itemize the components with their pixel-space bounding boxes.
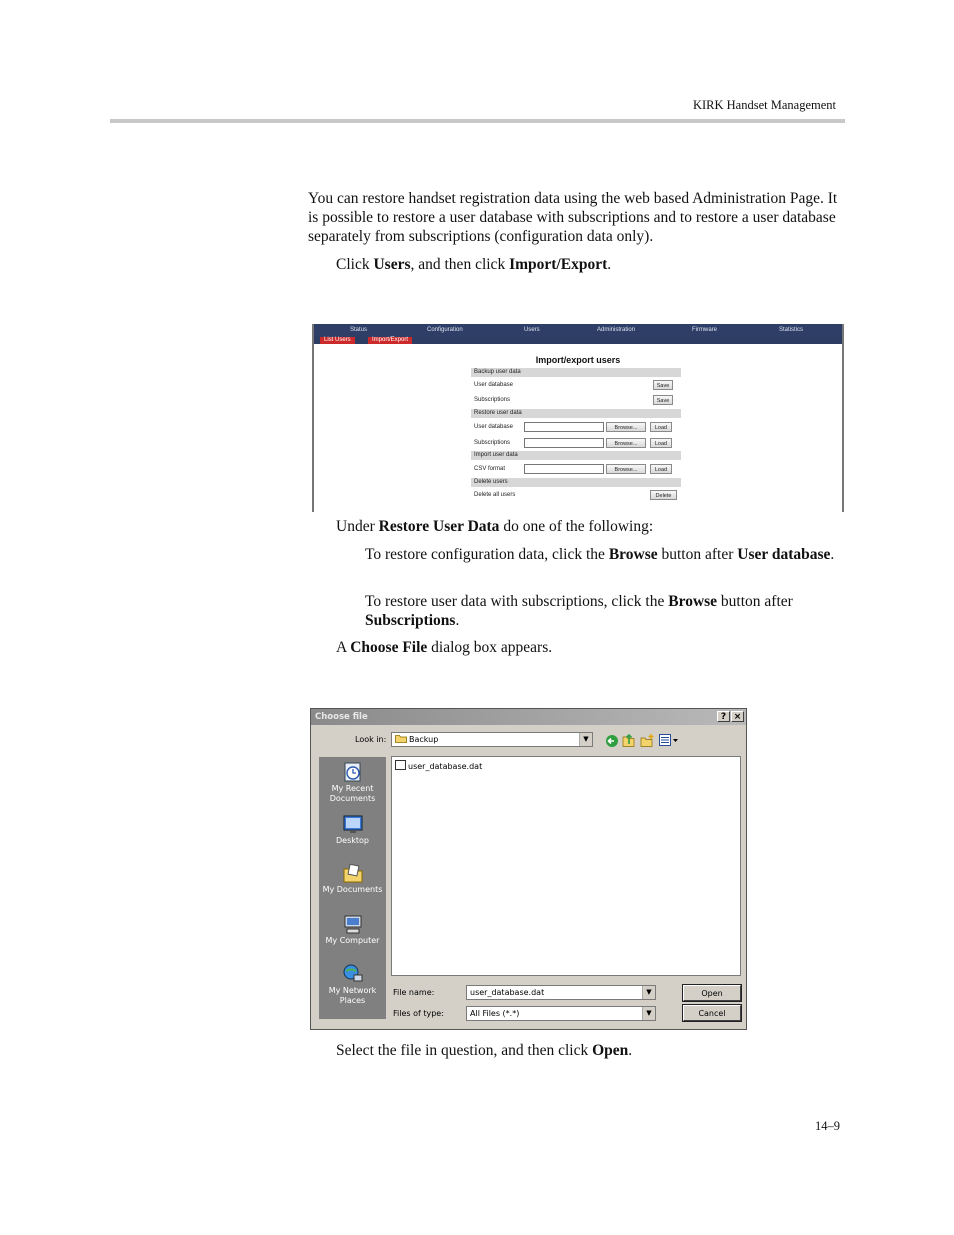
bullet-subscriptions [365, 592, 843, 630]
row-backup-user-database [471, 378, 681, 392]
my-computer-icon [342, 913, 364, 935]
bullet-bold-user-database: User database [737, 546, 831, 563]
bullet-text: button after [717, 593, 793, 610]
tab-statistics[interactable]: Statistics [779, 327, 804, 333]
place-label: My Recent Documents [329, 784, 376, 803]
bullet-text: . [455, 612, 460, 629]
chevron-down-icon[interactable]: ▼ [642, 986, 655, 999]
bullet-text: To restore configuration data, click the [365, 546, 609, 563]
chevron-down-icon[interactable]: ▼ [579, 733, 592, 746]
recent-documents-icon [342, 761, 364, 783]
dialog-title-bar [311, 709, 746, 725]
load-button[interactable]: Load [650, 464, 672, 474]
chevron-down-icon[interactable]: ▼ [642, 1007, 655, 1020]
row-label: Delete all users [474, 492, 516, 498]
file-name-label: File name: [393, 988, 435, 997]
tab-administration[interactable]: Administration [597, 327, 636, 333]
file-name-field[interactable] [466, 985, 656, 1000]
restore-subscriptions-input[interactable] [524, 438, 604, 448]
step-text: do one of the following: [499, 518, 654, 535]
bullet-text: button after [657, 546, 738, 563]
place-label: My Documents [322, 885, 383, 894]
place-my-documents[interactable] [319, 862, 386, 895]
step-bold-import-export: Import/Export [509, 256, 608, 273]
look-in-value: Backup [409, 735, 439, 744]
step-text: . [607, 256, 612, 273]
file-type-select[interactable] [466, 1006, 656, 1021]
step-bold-restore-user-data: Restore User Data [378, 518, 500, 535]
page-number: 14–9 [815, 1119, 840, 1133]
step-text: Click [336, 256, 374, 273]
step-text: Select the file in question, and then click [336, 1042, 593, 1059]
save-button[interactable]: Save [653, 380, 673, 390]
row-label: CSV format [474, 466, 506, 472]
file-name-value: user_database.dat [470, 988, 545, 997]
row-label: Subscriptions [474, 440, 511, 446]
place-label: My Network Places [328, 986, 377, 1005]
close-button[interactable]: × [731, 711, 744, 722]
place-desktop[interactable] [319, 813, 386, 846]
bullet-config-data [365, 545, 843, 564]
intro-paragraph: You can restore handset registration data using the web based Administration Page. It is possible to restore a user database with subscriptions and to restore a user database separately from subscriptions (configuration data only). [308, 190, 838, 245]
help-button[interactable]: ? [717, 711, 730, 722]
row-restore-subscriptions [471, 436, 681, 450]
step-dialog-appears [336, 638, 552, 657]
places-bar [319, 757, 386, 1019]
network-places-icon [342, 963, 364, 985]
save-button[interactable]: Save [653, 395, 673, 405]
tab-firmware[interactable]: Firmware [692, 327, 717, 333]
back-icon[interactable] [605, 734, 619, 748]
step-bold-choose-file: Choose File [350, 639, 428, 656]
bullet-bold-browse: Browse [668, 593, 718, 610]
admin-page-screenshot [312, 324, 844, 512]
header-rule [110, 119, 845, 123]
new-folder-icon[interactable] [640, 733, 655, 748]
running-header: KIRK Handset Management [692, 98, 836, 112]
up-folder-icon[interactable] [622, 733, 636, 748]
place-label: Desktop [336, 836, 369, 845]
file-item[interactable] [395, 760, 482, 772]
file-type-value: All Files (*.*) [470, 1009, 520, 1018]
csv-input[interactable] [524, 464, 604, 474]
row-csv-format [471, 462, 681, 476]
step-under-restore [336, 517, 653, 536]
look-in-select[interactable] [391, 732, 593, 747]
look-in-label: Look in: [355, 735, 387, 744]
tab-users[interactable]: Users [524, 327, 540, 333]
file-item-label: user_database.dat [408, 762, 483, 771]
dialog-title: Choose file [315, 712, 368, 722]
my-documents-icon [342, 862, 364, 884]
section-restore: Restore user data [471, 409, 681, 418]
row-label: Subscriptions [474, 397, 511, 403]
delete-button[interactable]: Delete [650, 490, 677, 500]
place-my-network-places[interactable] [319, 963, 386, 1006]
admin-page-title: Import/export users [535, 355, 621, 365]
row-label: User database [474, 424, 514, 430]
section-import: Import user data [471, 451, 681, 460]
views-menu-icon[interactable] [659, 734, 679, 747]
load-button[interactable]: Load [650, 438, 672, 448]
place-my-recent-documents[interactable] [319, 761, 386, 804]
admin-nav-bar [314, 324, 842, 338]
subtab-list-users[interactable]: List Users [320, 337, 355, 344]
row-label: User database [474, 382, 514, 388]
load-button[interactable]: Load [650, 422, 672, 432]
cancel-button[interactable]: Cancel [683, 1005, 741, 1021]
subtab-import-export[interactable]: Import/Export [368, 337, 412, 344]
tab-configuration[interactable]: Configuration [427, 327, 463, 333]
desktop-icon [342, 813, 364, 835]
place-my-computer[interactable] [319, 913, 386, 946]
browse-button[interactable]: Browse... [606, 438, 646, 448]
row-backup-subscriptions [471, 393, 681, 407]
file-list[interactable] [391, 756, 741, 976]
file-icon [395, 760, 406, 770]
step-bold-users: Users [373, 256, 411, 273]
row-restore-user-database [471, 420, 681, 434]
bullet-text: To restore user data with subscriptions, click the [365, 593, 669, 610]
bullet-bold-subscriptions: Subscriptions [365, 612, 456, 629]
bullet-bold-browse: Browse [608, 546, 658, 563]
step-text: A [336, 639, 351, 656]
step-bold-open: Open [592, 1042, 629, 1059]
restore-user-database-input[interactable] [524, 422, 604, 432]
choose-file-dialog [310, 708, 747, 1030]
bullet-text: . [830, 546, 835, 563]
section-delete: Delete users [471, 478, 681, 487]
tab-status[interactable]: Status [350, 327, 368, 333]
step-text: dialog box appears. [427, 639, 553, 656]
browse-button[interactable]: Browse... [606, 422, 646, 432]
place-label: My Computer [325, 936, 380, 945]
step-text: , and then click [410, 256, 510, 273]
section-backup: Backup user data [471, 368, 681, 377]
step-text: Under [336, 518, 379, 535]
open-button[interactable]: Open [683, 985, 741, 1001]
folder-icon [395, 734, 407, 743]
step-click-users [336, 255, 611, 274]
browse-button[interactable]: Browse... [606, 464, 646, 474]
row-delete-all-users [471, 488, 681, 502]
step-select-file [336, 1041, 632, 1060]
step-text: . [628, 1042, 633, 1059]
file-type-label: Files of type: [393, 1009, 444, 1018]
